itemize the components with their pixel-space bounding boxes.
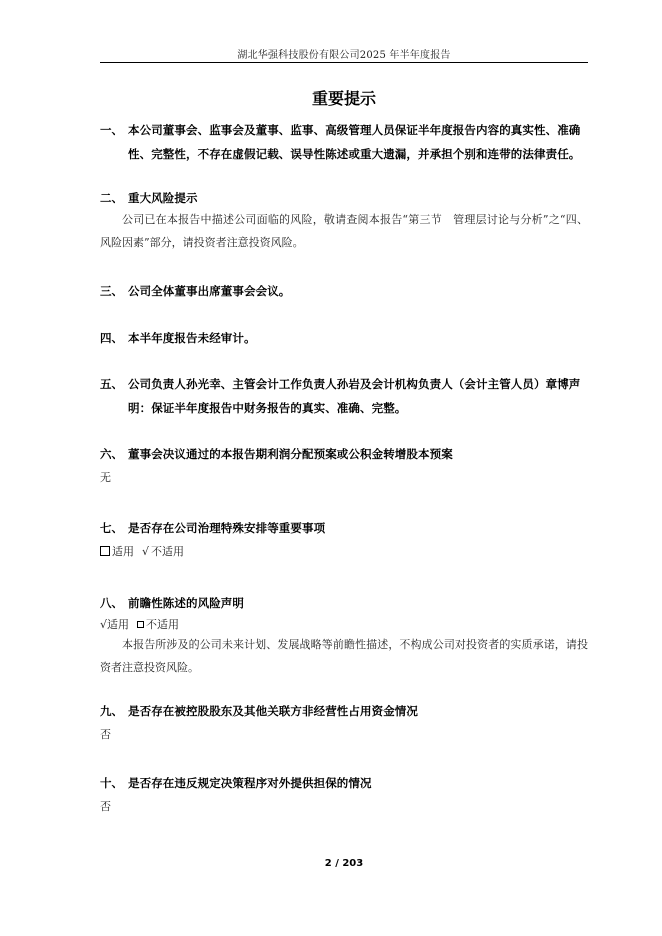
section-answer: 否	[100, 800, 111, 813]
section-title: 是否存在被控股股东及其他关联方非经营性占用资金情况	[128, 704, 418, 718]
page-number: 2 / 203	[324, 858, 364, 869]
running-header: 湖北华强科技股份有限公司2025 年半年度报告	[237, 50, 451, 61]
section-title: 本公司董事会、监事会及董事、监事、高级管理人员保证半年度报告内容的真实性、准确性、完整性，不存在虚假记载、误导性陈述或重大遗漏，并承担个别和连带的法律责任。	[128, 123, 581, 161]
section-number: 十、	[100, 776, 123, 790]
checkmark-icon: √	[142, 545, 150, 558]
section-body: 本报告所涉及的公司未来计划、发展战略等前瞻性描述，不构成公司对投资者的实质承诺，请投资者注意投资风险。	[100, 638, 588, 674]
section-6	[100, 446, 588, 486]
section-number: 四、	[100, 331, 123, 345]
option-applicable: 适用	[107, 618, 130, 631]
section-number: 三、	[100, 284, 123, 298]
section-number: 七、	[100, 521, 123, 535]
section-2	[100, 190, 588, 254]
section-8	[100, 595, 588, 679]
section-number: 九、	[100, 704, 123, 718]
section-title: 前瞻性陈述的风险声明	[128, 596, 244, 610]
section-title: 公司全体董事出席董事会会议。	[128, 284, 291, 298]
section-number: 二、	[100, 191, 123, 205]
section-5	[100, 372, 588, 420]
section-3	[100, 283, 588, 299]
section-title: 是否存在公司治理特殊安排等重要事项	[128, 521, 326, 535]
section-title: 本半年度报告未经审计。	[128, 331, 256, 345]
option-applicable: 适用	[112, 545, 134, 558]
section-answer: 无	[100, 471, 111, 484]
section-number: 八、	[100, 596, 123, 610]
applicability-options	[100, 544, 588, 560]
option-not-applicable: 不适用	[151, 545, 185, 558]
empty-checkbox-icon	[100, 546, 110, 556]
page-title: 重要提示	[311, 89, 376, 108]
section-title: 公司负责人孙光幸、主管会计工作负责人孙岩及会计机构负责人（会计主管人员）章博声明：保证半年度报告中财务报告的真实、准确、完整。	[128, 377, 581, 415]
section-number: 一、	[100, 123, 123, 137]
section-7	[100, 520, 588, 560]
section-9	[100, 703, 588, 743]
section-title: 是否存在违反规定决策程序对外提供担保的情况	[128, 776, 372, 790]
section-body: 公司已在本报告中描述公司面临的风险，敬请查阅本报告“第三节 管理层讨论与分析”之“四、风险因素”部分，请投资者注意投资风险。	[100, 213, 588, 249]
checkmark-icon: √	[100, 618, 108, 631]
applicability-options	[100, 617, 588, 633]
section-answer: 否	[100, 728, 111, 741]
section-number: 五、	[100, 377, 123, 391]
option-not-applicable: 不适用	[146, 618, 180, 631]
section-title: 重大风险提示	[128, 191, 198, 205]
section-number: 六、	[100, 447, 123, 461]
section-title: 董事会决议通过的本报告期利润分配预案或公积金转增股本预案	[128, 447, 453, 461]
section-10	[100, 775, 588, 815]
empty-checkbox-icon	[137, 621, 144, 628]
section-1	[100, 118, 588, 166]
header-divider	[100, 62, 588, 63]
section-4	[100, 330, 588, 346]
